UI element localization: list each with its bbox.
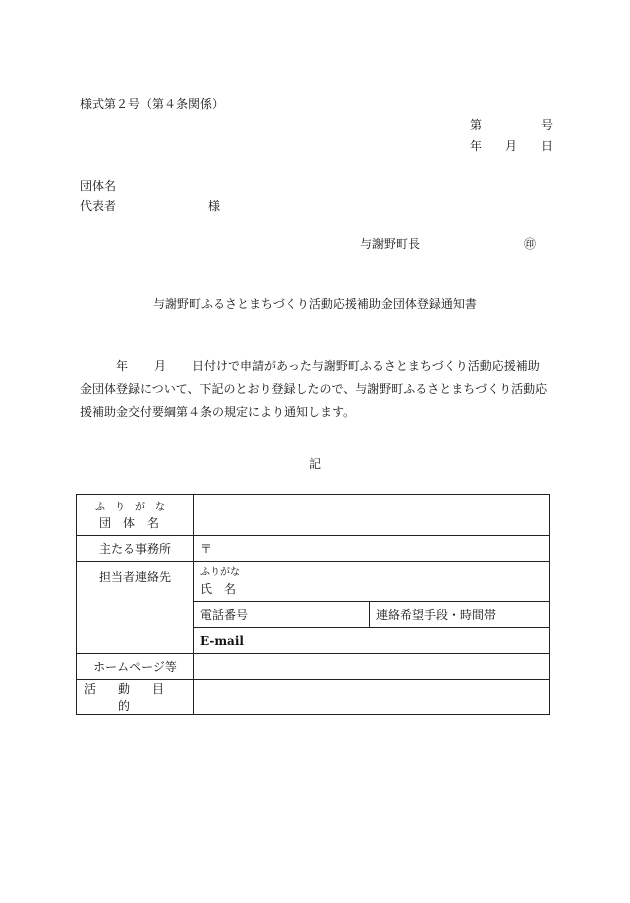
- contact-label: 担当者連絡先: [77, 562, 194, 654]
- row-group-name: [77, 495, 550, 536]
- group-name-value[interactable]: [194, 495, 550, 536]
- group-name-label-cell: [77, 495, 194, 536]
- row-homepage: [77, 654, 550, 680]
- doc-number-suffix: 号: [541, 118, 554, 132]
- row-contact-name: [77, 562, 550, 602]
- registration-table: [76, 494, 550, 715]
- phone-cell[interactable]: [194, 602, 370, 628]
- doc-number-prefix: 第: [470, 118, 483, 132]
- email-cell[interactable]: [194, 628, 550, 654]
- document-title: 与謝野町ふるさとまちづくり活動応援補助金団体登録通知書: [153, 297, 477, 311]
- body-text: 日付けで申請があった与謝野町ふるさとまちづくり活動応援補助金団体登録について、下記のとおり登録したので、与謝野町ふるさとまちづくり活動応援補助金交付要綱第４条の規定により通知します。: [80, 359, 548, 419]
- contact-furigana: ふりがな: [200, 567, 240, 578]
- row-office: [77, 536, 550, 562]
- recipient-honorific: 様: [208, 199, 221, 213]
- group-name-furigana: ふりがな: [95, 502, 175, 514]
- recipient-rep-label: 代表者: [80, 199, 117, 213]
- form-number: 様式第２号（第４条関係）: [80, 97, 225, 111]
- activity-label-cell: [77, 680, 194, 715]
- body-year: 年: [116, 359, 129, 373]
- group-name-label: 団体名: [98, 515, 171, 530]
- homepage-value[interactable]: [194, 654, 550, 680]
- preferred-contact-cell[interactable]: [370, 602, 550, 628]
- body-paragraph: [80, 355, 550, 424]
- contact-name-label: 氏 名: [200, 582, 237, 596]
- contact-name-cell[interactable]: [194, 562, 550, 602]
- preferred-contact-label: 連絡希望手段・時間帯: [376, 608, 497, 622]
- office-value[interactable]: [194, 536, 550, 562]
- row-activity: [77, 680, 550, 715]
- phone-label: 電話番号: [200, 608, 249, 622]
- date-month: 月: [505, 139, 518, 153]
- activity-value[interactable]: [194, 680, 550, 715]
- ki-heading: 記: [308, 457, 321, 471]
- sender-title: 与謝野町長: [360, 237, 421, 251]
- date-year: 年: [470, 139, 483, 153]
- postal-mark: 〒: [200, 542, 213, 556]
- seal-mark: ㊞: [524, 237, 537, 251]
- recipient-group-label: 団体名: [80, 179, 117, 193]
- activity-label: 活動目的: [83, 682, 186, 713]
- office-label: 主たる事務所: [77, 536, 194, 562]
- email-label: E-mail: [200, 633, 244, 648]
- body-month: 月: [154, 359, 167, 373]
- homepage-label: ホームページ等: [77, 654, 194, 680]
- date-day: 日: [541, 139, 554, 153]
